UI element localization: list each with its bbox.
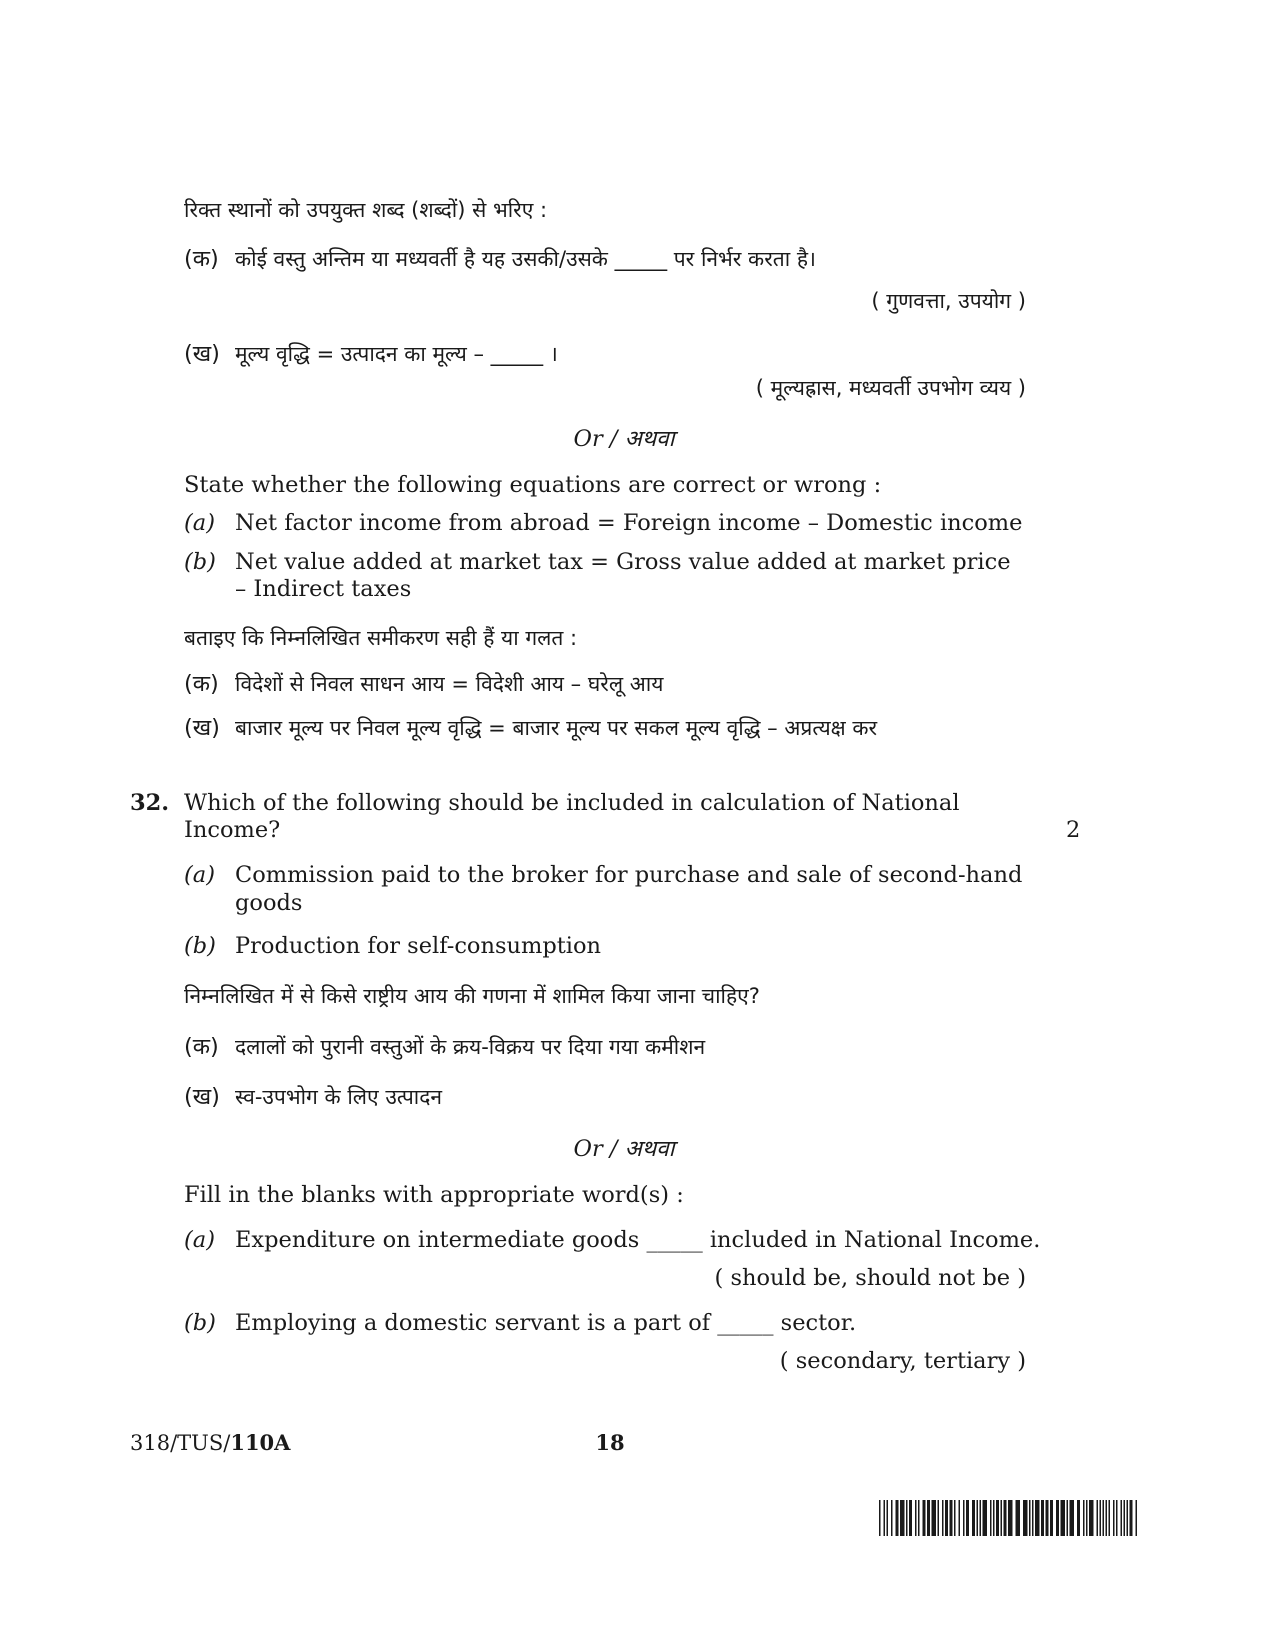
options: ( secondary, tertiary ) [779,1348,1026,1374]
page-number: 18 [595,1430,625,1455]
barcode-icon [879,1500,1139,1536]
marks: 2 [1066,817,1081,843]
item-label: (b) [184,549,216,575]
paper-code-prefix: 318/TUS/ [130,1431,231,1455]
item-text: Production for self-consumption [235,933,602,959]
question-text: Which of the following should be included in calculation of National [184,790,960,816]
item-text: Employing a domestic servant is a part of _____ sector. [235,1310,857,1336]
item-text: Net factor income from abroad = Foreign income – Domestic income [235,510,1023,536]
hindi-instruction: बताइए कि निम्नलिखित समीकरण सही हैं या गलत : [184,626,578,650]
hindi-item-label: (ख) [184,1084,220,1110]
paper-code [130,1430,290,1456]
hindi-item-text: मूल्य वृद्धि = उत्पादन का मूल्य – _____ । [235,342,558,366]
options: ( should be, should not be ) [714,1265,1026,1291]
item-text: Expenditure on intermediate goods _____ included in National Income. [235,1227,1041,1253]
hindi-item-text: विदेशों से निवल साधन आय = विदेशी आय – घरेलू आय [235,672,664,696]
or-divider: Or / अथवा [573,1136,675,1162]
item-label: (b) [184,1310,216,1336]
hindi-item-text: कोई वस्तु अन्तिम या मध्यवर्ती है यह उसकी/उसके _____ पर निर्भर करता है। [235,247,816,271]
item-text-continued: goods [235,890,303,916]
hindi-item-text: दलालों को पुरानी वस्तुओं के क्रय-विक्रय पर दिया गया कमीशन [235,1035,706,1059]
hindi-item-label: (ख) [184,341,220,367]
or-divider: Or / अथवा [573,426,675,452]
english-instruction: State whether the following equations are correct or wrong : [184,472,882,498]
hindi-item-text: स्व-उपभोग के लिए उत्पादन [235,1085,443,1109]
hindi-options: ( मूल्यह्रास, मध्यवर्ती उपभोग व्यय ) [755,376,1026,400]
item-label: (a) [184,862,215,888]
hindi-item-label: (क) [184,671,219,697]
hindi-instruction: रिक्त स्थानों को उपयुक्त शब्द (शब्दों) से भरिए : [184,198,548,222]
item-label: (a) [184,1227,215,1253]
hindi-item-label: (ख) [184,715,220,741]
hindi-item-label: (क) [184,246,219,272]
paper-code-bold: 110A [230,1430,291,1455]
item-text: Net value added at market tax = Gross value added at market price [235,549,1011,575]
hindi-question-text: निम्नलिखित में से किसे राष्ट्रीय आय की गणना में शामिल किया जाना चाहिए? [184,984,760,1008]
hindi-options: ( गुणवत्ता, उपयोग ) [871,289,1026,313]
english-instruction: Fill in the blanks with appropriate word(s) : [184,1182,684,1208]
item-text-continued: – Indirect taxes [235,576,412,602]
question-text-continued: Income? [184,817,281,843]
hindi-item-label: (क) [184,1034,219,1060]
item-label: (a) [184,510,215,536]
item-text: Commission paid to the broker for purchase and sale of second-hand [235,862,1023,888]
question-number: 32. [130,790,170,816]
hindi-item-text: बाजार मूल्य पर निवल मूल्य वृद्धि = बाजार मूल्य पर सकल मूल्य वृद्धि – अप्रत्यक्ष कर [235,716,878,740]
item-label: (b) [184,933,216,959]
